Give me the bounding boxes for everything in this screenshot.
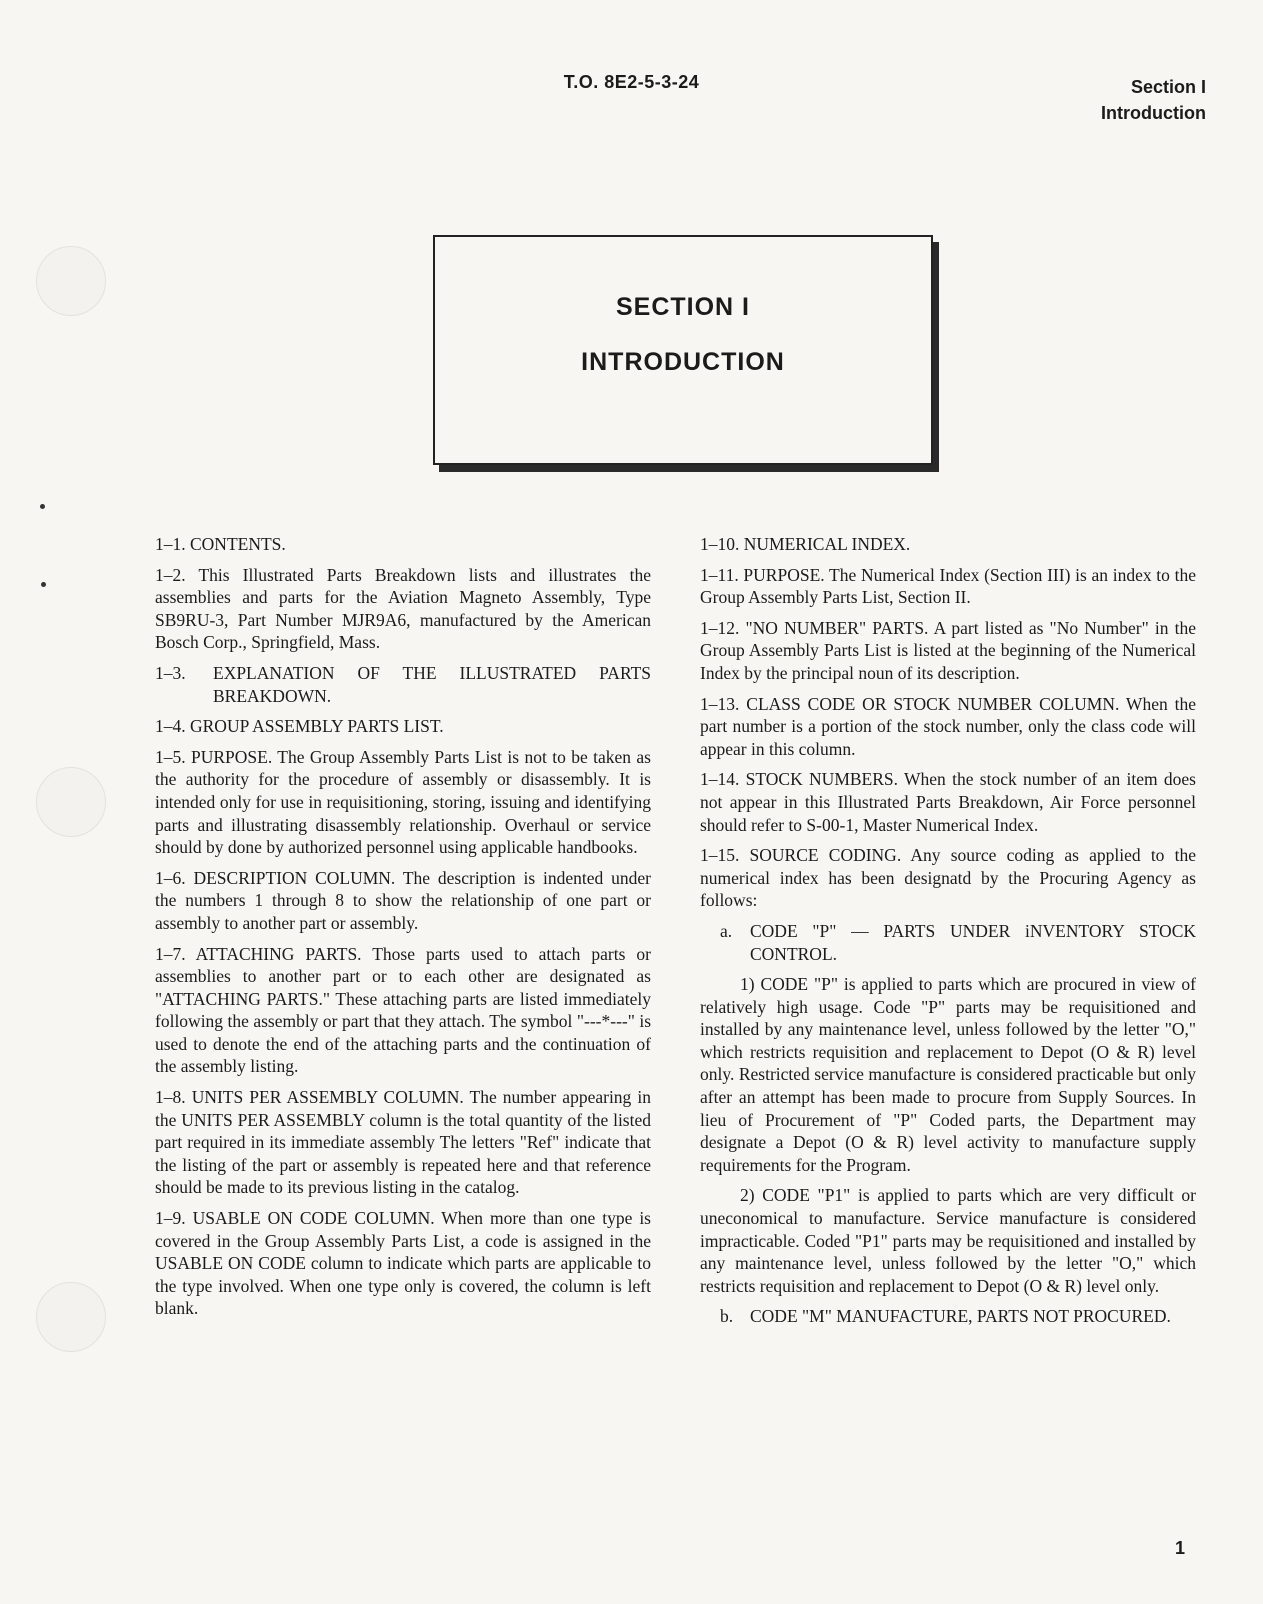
para-1-6: 1–6. DESCRIPTION COLUMN. The description is indented under the numbers 1 through 8 to show the relationship of one part or assembly to another part or assembly.: [155, 867, 651, 933]
punch-hole: [36, 246, 106, 316]
title-box-introduction: INTRODUCTION: [581, 348, 785, 376]
code-p-letter: a.: [720, 920, 733, 941]
para-1-11: 1–11. PURPOSE. The Numerical Index (Section III) is an index to the Group Assembly Parts List, Section II.: [700, 564, 1196, 608]
code-m-item: [700, 1305, 1196, 1328]
code-p-heading: CODE "P" — PARTS UNDER iNVENTORY STOCK CONTROL.: [750, 920, 1196, 964]
para-1-8: 1–8. UNITS PER ASSEMBLY COLUMN. The number appearing in the UNITS PER ASSEMBLY column is the total quantity of the listed part required in its immediate assembly The letters "Ref" indicate that the listing of the part or assembly is repeated here and that reference should be made to its previous listing in the catalog.: [155, 1087, 651, 1198]
code-p-paragraph: 1) CODE "P" is applied to parts which are procured in view of relatively high usage. Code "P" parts may be requisitioned and installed by any maintenance level, unless followed by the letter "O," which restricts requisition and replacement to Depot (O & R) level only. Restricted service manufacture is considered practicable but only after an attempt has been made to procure from Supply Sources. In lieu of Procurement of "P" Coded parts, the Department may designate a Depot (O & R) level activity to manufacture supply requirements for the Program.: [700, 974, 1196, 1175]
para-1-12: 1–12. "NO NUMBER" PARTS. A part listed as "No Number" in the Group Assembly Parts List is listed at the beginning of the Numerical Index by the principal noun of its description.: [700, 617, 1196, 683]
para-1-1: 1–1. CONTENTS.: [155, 534, 286, 554]
para-1-13: 1–13. CLASS CODE OR STOCK NUMBER COLUMN. When the part number is a portion of the stock number, only the class code will appear in this column.: [700, 693, 1196, 759]
left-column: [155, 533, 651, 1328]
para-1-14: 1–14. STOCK NUMBERS. When the stock number of an item does not appear in this Illustrated Parts Breakdown, Air Force personnel should refer to S-00-1, Master Numerical Index.: [700, 769, 1196, 835]
title-box-section: SECTION I: [615, 293, 750, 321]
section-label: Section I: [1130, 77, 1206, 97]
para-1-9: 1–9. USABLE ON CODE COLUMN. When more than one type is covered in the Group Assembly Parts List, a code is assigned in the USABLE ON CODE column to indicate which parts are applicable to the type involved. When one type only is covered, the column is left blank.: [155, 1208, 651, 1319]
punch-hole: [36, 767, 106, 837]
page-speck: [41, 582, 46, 587]
right-column: [700, 533, 1196, 1336]
para-1-5: 1–5. PURPOSE. The Group Assembly Parts List is not to be taken as the authority for the procedure of assembly or disassembly. It is intended only for use in requisitioning, storing, issuing and identifying parts and illustrating disassembly relationship. Overhaul or service should by done by authorized personnel using applicable handbooks.: [155, 746, 651, 858]
para-1-4: 1–4. GROUP ASSEMBLY PARTS LIST.: [155, 716, 444, 737]
section-title-box: [433, 235, 933, 465]
para-1-3: [155, 662, 651, 707]
para-1-10: 1–10. NUMERICAL INDEX.: [700, 534, 911, 554]
code-p1-paragraph: 2) CODE "P1" is applied to parts which are very difficult or uneconomical to manufacture. Service manufacture is considered impracticable. Coded "P1" parts may be requisitioned and installed by any maintenance level, unless followed by the letter "O," which restricts requisition and replacement to Depot (O & R) level only.: [700, 1185, 1196, 1296]
page-number: 1: [1174, 1538, 1185, 1558]
para-1-15: 1–15. SOURCE CODING. Any source coding as applied to the numerical index has been designatd by the Procuring Agency as follows:: [700, 845, 1196, 911]
section-subtitle: Introduction: [1101, 103, 1206, 123]
section-header: [1101, 74, 1206, 126]
para-1-7: 1–7. ATTACHING PARTS. Those parts used to attach parts or assemblies to another part or to each other are designated as "ATTACHING PARTS." These attaching parts are listed immediately following the assembly or part that they attach. The symbol "---*---" is used to denote the end of the attaching parts and the continuation of the assembly listing.: [155, 943, 651, 1077]
code-m-heading: CODE "M" MANUFACTURE, PARTS NOT PROCURED.: [750, 1306, 1171, 1327]
punch-hole: [36, 1282, 106, 1352]
code-m-letter: b.: [720, 1306, 734, 1327]
para-1-2: 1–2. This Illustrated Parts Breakdown lists and illustrates the assemblies and parts for the Aviation Magneto Assembly, Type SB9RU-3, Part Number MJR9A6, manufactured by the American Bosch Corp., Springfield, Mass.: [155, 564, 651, 653]
page-speck: [40, 504, 45, 509]
doc-number: T.O. 8E2-5-3-24: [563, 72, 700, 92]
para-1-3-number: 1–3.: [155, 662, 186, 683]
para-1-3-text: EXPLANATION OF THE ILLUSTRATED PARTS BREAKDOWN.: [213, 662, 651, 706]
code-p-item: [700, 920, 1196, 965]
